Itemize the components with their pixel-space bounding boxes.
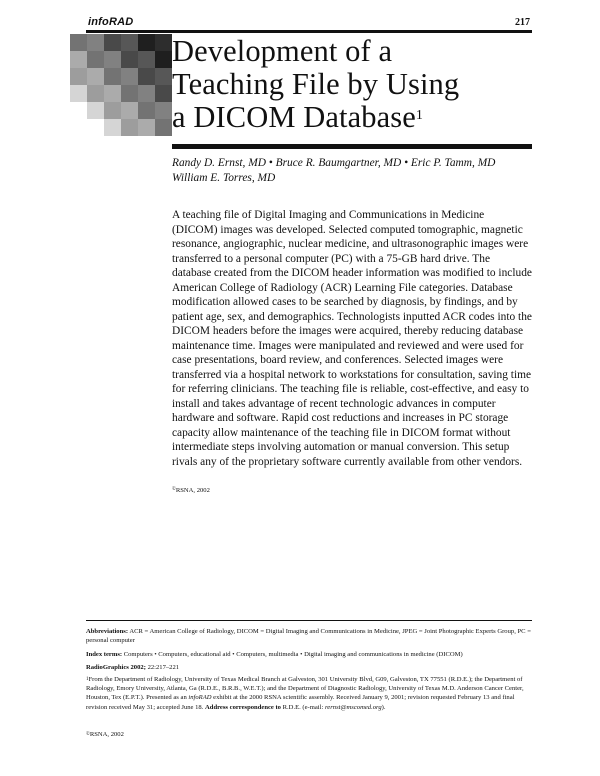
gradient-cell — [121, 68, 138, 85]
gradient-cell — [121, 119, 138, 136]
authors-line-2: William E. Torres, MD — [172, 171, 276, 184]
gradient-cell — [121, 51, 138, 68]
title-line-3: a DICOM Database — [172, 100, 416, 134]
gradient-cell — [87, 34, 104, 51]
abstract-copyright-text: RSNA, 2002 — [175, 487, 210, 494]
citation-text: 22:217–221 — [147, 664, 180, 671]
title-line-1: Development of a — [172, 34, 393, 68]
gradient-cell — [121, 34, 138, 51]
affiliation-marker: 1 — [86, 677, 89, 682]
gradient-cell — [121, 85, 138, 102]
gradient-cell — [138, 34, 155, 51]
gradient-cell — [104, 51, 121, 68]
gradient-cell — [70, 68, 87, 85]
footer-copyright — [86, 730, 532, 739]
copyright-symbol: © — [172, 487, 176, 492]
gradient-cell — [87, 102, 104, 119]
abbreviations-label: Abbreviations: — [86, 628, 129, 635]
gradient-cell — [70, 34, 87, 51]
title-line-2: Teaching File by Using — [172, 67, 460, 101]
gradient-cell — [87, 51, 104, 68]
gradient-cell — [155, 51, 172, 68]
gradient-cell — [121, 102, 138, 119]
affiliation-text-2: exhibit at the 2000 RSNA scientific assembly. Received January 9, 2001; revision requested February 13 and final revision received May 31; accepted June 18. — [86, 694, 515, 711]
citation-note — [86, 663, 532, 672]
gradient-cell — [138, 119, 155, 136]
gradient-cell — [138, 102, 155, 119]
gradient-cell — [70, 85, 87, 102]
affiliation-inforad: infoRAD — [188, 694, 212, 702]
top-rule — [86, 30, 532, 33]
gradient-cell — [138, 85, 155, 102]
index-terms-label: Index terms: — [86, 651, 123, 658]
author-list — [172, 156, 532, 185]
affiliation-text-1: From the Department of Radiology, University of Texas Medical Branch at Galveston, 301 University Blvd, G09, Galveston, TX 77551 (R.D.E.); the Department of Radiology, Emory University, Atlanta, Ga (R.D.E., B.R.B., W.E.T.); and the Department of Diagnostic Radiology, University of Texas M.D. Anderson Cancer Center, Houston, Tex (E.P.T.). Presented as an — [86, 676, 524, 702]
gradient-cell — [155, 85, 172, 102]
gradient-cell — [104, 102, 121, 119]
gradient-cell — [104, 85, 121, 102]
article-title — [172, 35, 532, 134]
citation-label: RadioGraphics 2002; — [86, 664, 146, 671]
abbreviations-note — [86, 627, 532, 645]
gradient-cell — [104, 34, 121, 51]
abbreviations-text: ACR = American College of Radiology, DICOM = Digital Imaging and Communications in Medicine, JPEG = Joint Photographic Experts Group, PC = personal computer — [86, 628, 531, 645]
page-number: 217 — [515, 17, 530, 28]
footer-copyright-text: RSNA, 2002 — [89, 731, 124, 738]
correspondence-end: ). — [381, 703, 386, 711]
footer-copyright-symbol: © — [86, 732, 90, 737]
abstract-copyright — [172, 487, 210, 494]
abstract-text: A teaching file of Digital Imaging and Communications in Medicine (DICOM) images was developed. Selected computed tomographic, magnetic resonance, angiographic, nuclear medicine, and ultrasonographic images were transferred to a personal computer (PC) with a 75-GB hard drive. The database created from the DICOM header information was modified to include American College of Radiology (ACR) Learning File categories. Database modification allowed cases to be searched by diagnosis, by findings, and by patient age, sex, and demographics. Technologists inputted ACR codes into the DICOM headers before the images were acquired, thereby reducing database maintenance time. Images were manipulated and reviewed and were used for case presentations, board review, and conferences. Selected images were transferred via a hospital network to workstations for consultation, saving time for referring clinicians. The teaching file is reliable, cost-effective, and easy to install and takes advantage of recent technologic advances in computer hardware and software. Rapid cost reductions and increases in PC storage capacity allow maintenance of the teaching file in DICOM format without intermediate steps involving automation or manual conversion. This setup rivals any of the proprietary software currently available from other vendors. — [172, 209, 532, 468]
gradient-cell — [155, 34, 172, 51]
title-rule — [172, 144, 532, 149]
gradient-cell — [104, 119, 121, 136]
authors-line-1: Randy D. Ernst, MD • Bruce R. Baumgartner, MD • Eric P. Tamm, MD — [172, 157, 496, 169]
gradient-cell — [138, 68, 155, 85]
correspondence-label: Address correspondence to — [205, 703, 281, 711]
gradient-cell — [104, 68, 121, 85]
gradient-cell — [155, 102, 172, 119]
gradient-cell — [155, 119, 172, 136]
title-footnote-marker: 1 — [415, 108, 423, 123]
decorative-gradient-block — [70, 34, 172, 136]
gradient-cell — [87, 68, 104, 85]
index-terms-note — [86, 650, 532, 659]
index-terms-text: Computers • Computers, educational aid • Computers, multimedia • Digital imaging and communications in medicine (DICOM) — [123, 651, 463, 658]
gradient-cell — [138, 51, 155, 68]
gradient-cell — [155, 68, 172, 85]
section-label: infoRAD — [88, 16, 134, 28]
footer-rule — [86, 620, 532, 621]
correspondence-email[interactable]: rernst@mscomed.org — [324, 703, 382, 711]
gradient-cell — [87, 85, 104, 102]
affiliation-footnote — [86, 675, 532, 712]
correspondence-text: R.D.E. (e-mail: — [282, 703, 324, 711]
gradient-cell — [70, 51, 87, 68]
